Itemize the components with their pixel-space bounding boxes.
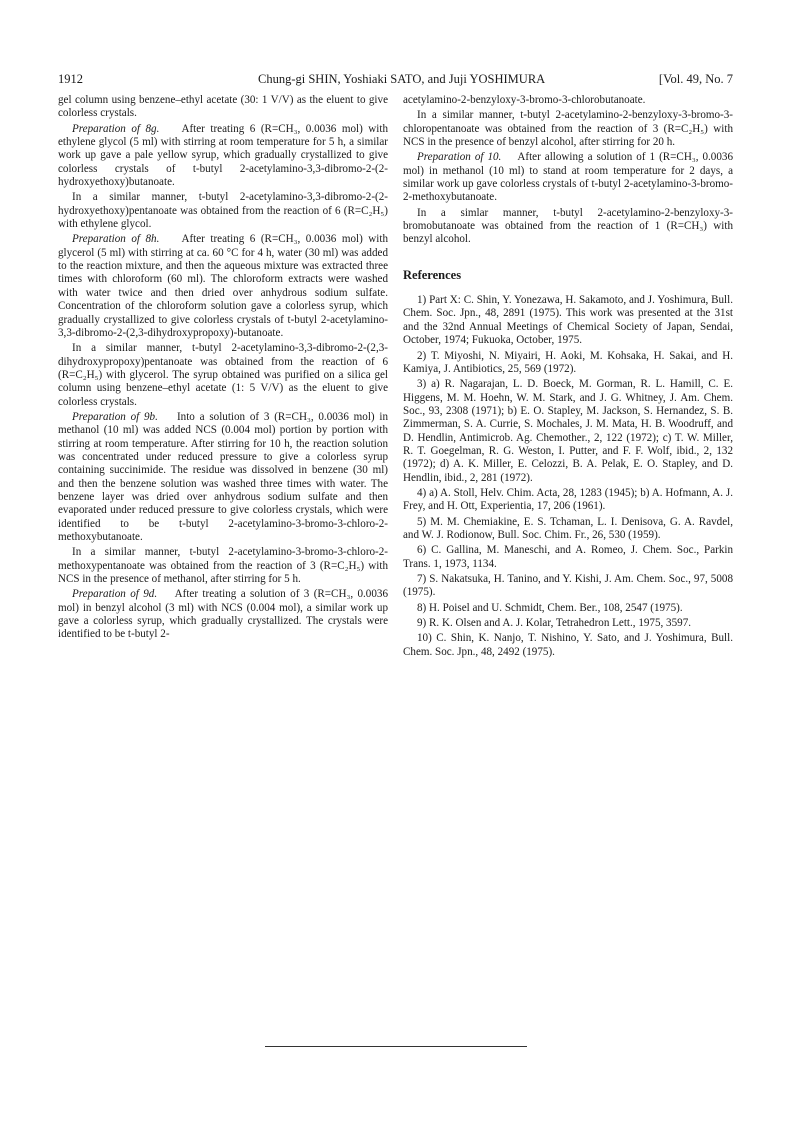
paragraph [58, 411, 388, 544]
end-rule [265, 1046, 527, 1047]
paragraph [58, 588, 388, 641]
references-heading: References [403, 267, 462, 282]
paragraph-text: After treating a solution of 3 (R=CH₃, 0.0036 mol) in benzyl alcohol (3 ml) with NCS (0.004 mol), a similar work up gave a colorless syrup, which gradually crystallized. The crystals were identified to be t-butyl 2- [58, 588, 388, 641]
reference-list [403, 294, 733, 659]
left-column [58, 94, 388, 644]
reference-item: 10) C. Shin, K. Nanjo, T. Nishino, Y. Sato, and J. Yoshimura, Bull. Chem. Soc. Jpn., 48, 2492 (1975). [403, 632, 733, 658]
paragraph [58, 123, 388, 190]
paragraph: In a similar manner, t-butyl 2-acetylamino-2-benzyloxy-3-bromo-3-chloropentanoate was obtained from the reaction of 3 (R=C₂H₅) with NCS in the presence of benzyl alcohol, after stirring for 20 h. [403, 109, 733, 149]
reference-item: 5) M. M. Chemiakine, E. S. Tchaman, L. I. Denisova, G. A. Ravdel, and W. J. Rodionow, Bull. Soc. Chim. Fr., 26, 530 (1959). [403, 515, 733, 541]
reference-item: 3) a) R. Nagarajan, L. D. Boeck, M. Gorman, R. L. Hamill, C. E. Higgens, M. M. Hoehn, W. M. Stark, and J. G. Whitney, J. Am. Chem. Soc., 93, 2308 (1971); b) E. O. Stapley, M. Jackson, S. Hernandez, S. B. Zimmerman, S. A. Currie, S. Mochales, J. M. Mata, H. B. Woodruff, and D. Hendlin, Antimicrob. Ag. Chemother., 2, 122 (1972); c) T. W. Miller, R. T. Goegelman, R. G. Weston, I. Putter, and F. F. Wolf, ibid., 2, 132 (1972); d) A. K. Miller, E. Celozzi, B. A. Pelak, E. O. Stapley, and D. Hendlin, ibid., 2, 281 (1972). [403, 378, 733, 484]
paragraph: In a similar manner, t-butyl 2-acetylamino-3,3-dibromo-2-(2,3-dihydroxypropoxy)pentanoate was obtained from the reaction of 6 (R=C₂H₅) with glycerol. The syrup obtained was purified on a silica gel column using benzene–ethyl acetate (1: 5 V/V) as the eluent to give colorless crystals. [58, 342, 388, 408]
paragraph-text: Into a solution of 3 (R=CH₃, 0.0036 mol) in methanol (10 ml) was added NCS (0.004 mol) portion by portion with stirring at room temperature. After stirring for 10 h, the reaction solution was concentrated under reduced pressure to give a colorless syrup containing succinimide. The residue was dissolved in benzene (30 ml) and then the benzene solution was washed three times with water. The benzene layer was dried over anhydrous sodium sulfate and then evaporated under reduced pressure to give colorless crystals, which were identified to be t-butyl 2-acetylamino-3-bromo-3-chloro-2-methoxybutanoate. [58, 410, 389, 543]
paragraph-text: After treating 6 (R=CH₃, 0.0036 mol) with glycerol (5 ml) with stirring at ca. 60 °C for 4 h, water (30 ml) was added to the reaction mixture, and then the aqueous mixture was extracted three times with chloroform (60 ml). The chloroform extracts were washed with water twice and then dried over anhydrous sodium sulfate. Concentration of the chloroform solution gave a colorless syrup, which gradually crystallized to give colorless crystals of t-butyl 2-acetylamino-3,3-dibromo-2-(2,3-dihydroxypropoxy)-butanoate. [58, 233, 389, 339]
paragraph-text: After allowing a solution of 1 (R=CH₃, 0.0036 mol) in methanol (10 ml) to stand at room temperature for 2 days, a similar work up gave colorless crystals of t-butyl 2-acetylamino-3-bromo-2-methoxybutanoate. [403, 151, 733, 204]
reference-item: 2) T. Miyoshi, N. Miyairi, H. Aoki, M. Kohsaka, H. Sakai, and H. Kamiya, J. Antibiotics, 25, 569 (1972). [403, 349, 733, 375]
reference-item: 7) S. Nakatsuka, H. Tanino, and Y. Kishi, J. Am. Chem. Soc., 97, 5008 (1975). [403, 573, 733, 599]
reference-item: 9) R. K. Olsen and A. J. Kolar, Tetrahedron Lett., 1975, 3597. [417, 617, 692, 630]
paragraph: In a simlar manner, t-butyl 2-acetylamino-2-benzyloxy-3-bromobutanoate was obtained from the reaction of 1 (R=CH₃) with benzyl alcohol. [403, 206, 733, 246]
paragraph: In a similar manner, t-butyl 2-acetylamino-3,3-dibromo-2-(2-hydroxyethoxy)pentanoate was obtained from the reaction of 6 (R=C₂H₅) with ethylene glycol. [58, 191, 388, 231]
section-run-in-title: Preparation of 9b. [72, 410, 158, 423]
paragraph [58, 233, 388, 340]
section-run-in-title: Preparation of 8g. [72, 122, 160, 135]
running-authors: Chung-gi SHIN, Yoshiaki SATO, and Juji YOSHIMURA [258, 72, 546, 86]
section-run-in-title: Preparation of 8h. [72, 233, 160, 246]
reference-item: 8) H. Poisel and U. Schmidt, Chem. Ber., 108, 2547 (1975). [417, 601, 683, 614]
paragraph [403, 151, 733, 204]
reference-item: 4) a) A. Stoll, Helv. Chim. Acta, 28, 1283 (1945); b) A. Hofmann, A. J. Frey, and H. Ott, Experientia, 17, 206 (1961). [403, 486, 733, 513]
paragraph: gel column using benzene–ethyl acetate (30: 1 V/V) as the eluent to give colorless crystals. [58, 94, 388, 120]
volume-info: [Vol. 49, No. 7 [658, 72, 733, 86]
page-header [58, 72, 733, 88]
page-number: 1912 [58, 72, 83, 86]
section-run-in-title: Preparation of 9d. [72, 588, 158, 601]
reference-item: 6) C. Gallina, M. Maneschi, and A. Romeo, J. Chem. Soc., Parkin Trans. 1, 1973, 1134. [403, 544, 733, 570]
paragraph: acetylamino-2-benzyloxy-3-bromo-3-chlorobutanoate. [403, 94, 646, 106]
reference-item: 1) Part X: C. Shin, Y. Yonezawa, H. Sakamoto, and J. Yoshimura, Bull. Chem. Soc. Jpn., 48, 2891 (1975). This work was presented at the 31st and the 32nd Annual Meetings of Chemical Society of Japan, Sendai, October, 1974; Fukuoka, October, 1975. [403, 294, 733, 347]
section-run-in-title: Preparation of 10. [417, 151, 502, 164]
paragraph: In a similar manner, t-butyl 2-acetylamino-3-bromo-3-chloro-2-methoxypentanoate was obtained from the reaction of 3 (R=C₂H₅) with NCS in the presence of methanol, after stirring for 5 h. [58, 546, 388, 586]
paragraph-text: After treating 6 (R=CH₃, 0.0036 mol) with ethylene glycol (5 ml) with stirring at room temperature for 5 h, a similar work up gave a pale yellow syrup, which gradually crystallized to give colorless crystals of t-butyl 2-acetylamino-3,3-dibromo-2-(2-hydroxyethoxy)butanoate. [58, 122, 389, 189]
right-column [403, 94, 733, 661]
